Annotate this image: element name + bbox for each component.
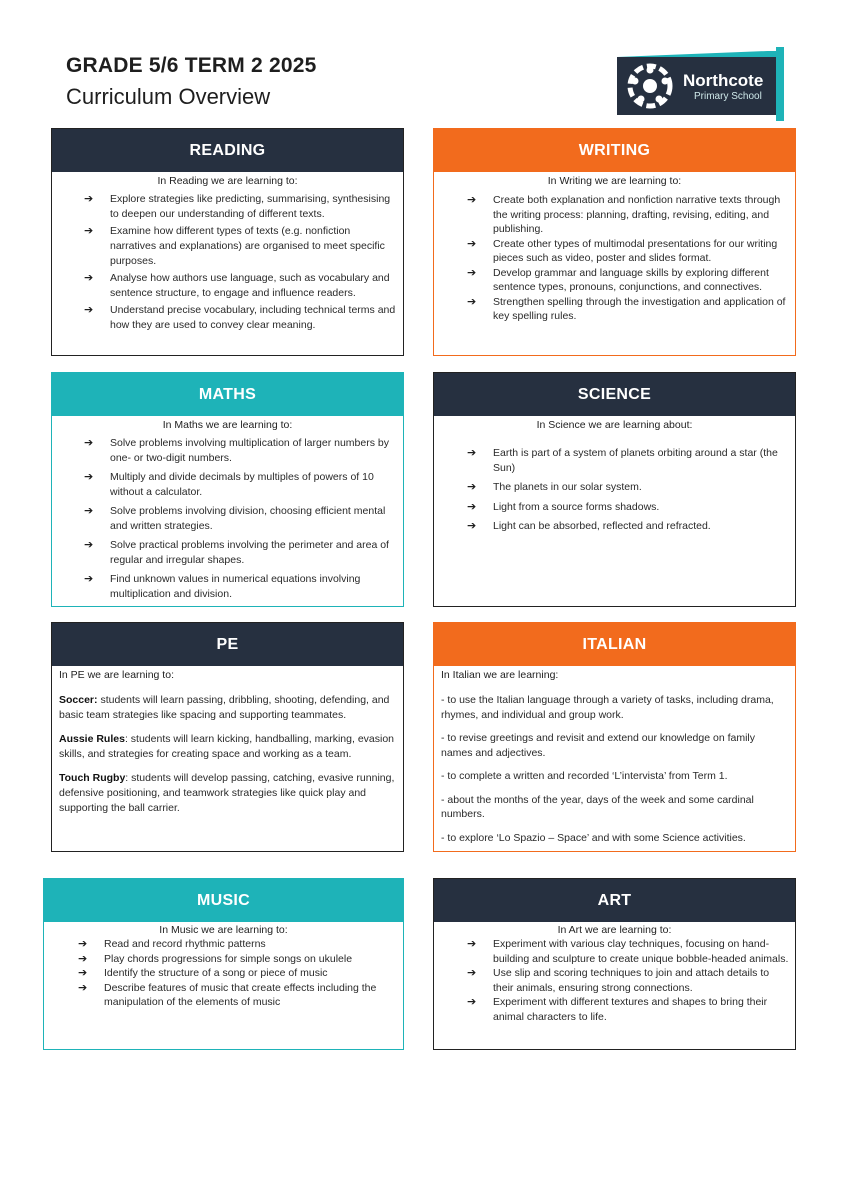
pe-paragraphs xyxy=(59,693,395,825)
italian-para: - about the months of the year, days of the week and some cardinal numbers. xyxy=(441,793,754,820)
school-logo xyxy=(617,47,784,121)
maths-section xyxy=(51,372,404,607)
italian-para: - to explore ‘Lo Spazio – Space’ and with some Science activities. xyxy=(441,831,746,844)
pe-touch-rugby: Touch Rugby: students will develop passing, catching, evasive running, defensive positioning, and teamwork strategies like quick play and supporting the ball carrier. xyxy=(59,772,395,814)
list-item: ➔ Solve problems involving multiplication of larger numbers by one- or two-digit numbers. xyxy=(84,437,389,464)
art-header: ART xyxy=(434,879,795,922)
pe-aussie-rules: Aussie Rules: students will learn kicking, handballing, marking, evasion skills, and strategies for creating space and working as a team. xyxy=(59,733,395,760)
arrow-right-icon: ➔ xyxy=(84,539,94,551)
list-item: ➔ Read and record rhythmic patterns xyxy=(78,938,266,950)
writing-intro: In Writing we are learning to: xyxy=(547,175,682,187)
italian-section xyxy=(433,622,796,852)
logo-name: Northcote xyxy=(683,71,764,90)
italian-para: - to complete a written and recorded ‘L’intervista’ from Term 1. xyxy=(441,770,728,782)
pe-soccer: Soccer: students will learn passing, dribbling, shooting, defending, and basic team strategies like spacing and supporting teammates. xyxy=(59,694,390,721)
arrow-right-icon: ➔ xyxy=(84,304,94,316)
list-item: ➔ Light from a source forms shadows. xyxy=(467,500,660,513)
science-intro: In Science we are learning about: xyxy=(536,419,693,431)
science-section xyxy=(433,372,796,607)
writing-header: WRITING xyxy=(434,129,795,172)
reading-section xyxy=(51,128,404,356)
arrow-right-icon: ➔ xyxy=(467,194,477,206)
arrow-right-icon: ➔ xyxy=(467,500,477,513)
pe-section xyxy=(51,622,404,852)
art-list xyxy=(467,937,789,1024)
science-list xyxy=(467,446,789,534)
arrow-right-icon: ➔ xyxy=(78,952,88,965)
pe-header: PE xyxy=(52,623,403,666)
arrow-right-icon: ➔ xyxy=(467,295,477,308)
list-item: ➔ Solve problems involving division, choosing efficient mental and written strategies. xyxy=(84,505,386,532)
arrow-right-icon: ➔ xyxy=(467,996,477,1008)
arrow-right-icon: ➔ xyxy=(467,237,477,250)
list-item: ➔ Understand precise vocabulary, including technical terms and how they are used to convey clear meaning. xyxy=(84,304,396,331)
art-section xyxy=(433,878,796,1050)
italian-para: - to revise greetings and revisit and extend our knowledge on family names and adjectives. xyxy=(441,732,756,759)
list-item: ➔ Use slip and scoring techniques to join and attach details to their animals, ensuring strong connections. xyxy=(467,967,770,994)
list-item: ➔ The planets in our solar system. xyxy=(467,481,642,493)
arrow-right-icon: ➔ xyxy=(78,981,88,994)
list-item: ➔ Experiment with different textures and shapes to bring their animal characters to life. xyxy=(467,996,768,1023)
maths-header: MATHS xyxy=(52,373,403,416)
arrow-right-icon: ➔ xyxy=(84,225,94,237)
arrow-right-icon: ➔ xyxy=(84,437,94,449)
list-item: ➔ Identify the structure of a song or piece of music xyxy=(78,967,328,979)
music-intro: In Music we are learning to: xyxy=(159,924,288,936)
reading-intro: In Reading we are learning to: xyxy=(157,175,298,187)
list-item: ➔ Explore strategies like predicting, summarising, synthesising to deepen our understanding of different texts. xyxy=(84,193,391,220)
list-item: ➔ Find unknown values in numerical equations involving multiplication and division. xyxy=(84,573,361,600)
writing-section xyxy=(433,128,796,356)
reading-header: READING xyxy=(52,129,403,172)
list-item: ➔ Examine how different types of texts (e.g. nonfiction narratives and explanations) are organised to meet specific purposes. xyxy=(84,225,385,267)
arrow-right-icon: ➔ xyxy=(467,481,477,493)
art-intro: In Art we are learning to: xyxy=(557,924,672,936)
arrow-right-icon: ➔ xyxy=(84,193,94,205)
list-item: ➔ Create other types of multimodal presentations for our writing pieces such as video, poster and slides format. xyxy=(467,237,778,264)
list-item: ➔ Analyse how authors use language, such as vocabulary and sentence structure, to engage and influence readers. xyxy=(84,272,390,299)
arrow-right-icon: ➔ xyxy=(84,272,94,284)
italian-paragraphs xyxy=(441,693,787,854)
italian-intro: In Italian we are learning: xyxy=(441,669,559,681)
list-item: ➔ Develop grammar and language skills by exploring different sentence types, pronouns, conjunctions, and connectives. xyxy=(467,266,769,293)
list-item: ➔ Earth is part of a system of planets orbiting around a star (the Sun) xyxy=(467,447,778,474)
music-list xyxy=(78,937,398,1010)
list-item: ➔ Multiply and divide decimals by multiples of powers of 10 without a calculator. xyxy=(84,471,374,498)
arrow-right-icon: ➔ xyxy=(78,938,88,950)
science-header: SCIENCE xyxy=(434,373,795,416)
logo-subname: Primary School xyxy=(694,91,762,102)
arrow-right-icon: ➔ xyxy=(467,938,477,950)
arrow-right-icon: ➔ xyxy=(84,573,94,585)
reading-list xyxy=(84,192,396,333)
arrow-right-icon: ➔ xyxy=(467,520,477,532)
page-title: GRADE 5/6 TERM 2 2025 xyxy=(66,54,317,77)
arrow-right-icon: ➔ xyxy=(78,967,88,979)
italian-header: ITALIAN xyxy=(434,623,795,666)
list-item: ➔ Solve practical problems involving the perimeter and area of regular and irregular shapes. xyxy=(84,539,389,566)
arrow-right-icon: ➔ xyxy=(84,505,94,517)
arrow-right-icon: ➔ xyxy=(84,471,94,483)
writing-list xyxy=(467,193,789,324)
list-item: ➔ Strengthen spelling through the investigation and application of key spelling rules. xyxy=(467,295,786,322)
list-item: ➔ Describe features of music that create effects including the manipulation of the elements of music xyxy=(78,981,377,1008)
italian-para: - to use the Italian language through a variety of tasks, including drama, rhymes, and individual and group work. xyxy=(441,694,774,721)
list-item: ➔ Create both explanation and nonfiction narrative texts through the writing process: planning, drafting, revising, editing, and publishing. xyxy=(467,194,781,235)
list-item: ➔ Light can be absorbed, reflected and refracted. xyxy=(467,520,711,532)
list-item: ➔ Experiment with various clay techniques, focusing on hand-building and sculpture to create unique bobble-headed animals. xyxy=(467,938,789,965)
page-subtitle: Curriculum Overview xyxy=(66,84,271,109)
list-item: ➔ Play chords progressions for simple songs on ukulele xyxy=(78,952,353,965)
people-circle-logo-icon xyxy=(625,62,675,110)
arrow-right-icon: ➔ xyxy=(467,266,477,279)
music-section xyxy=(43,878,404,1050)
arrow-right-icon: ➔ xyxy=(467,447,477,459)
pe-intro: In PE we are learning to: xyxy=(59,669,174,681)
maths-list xyxy=(84,436,400,601)
music-header: MUSIC xyxy=(44,879,403,922)
arrow-right-icon: ➔ xyxy=(467,967,477,979)
maths-intro: In Maths we are learning to: xyxy=(162,419,293,431)
